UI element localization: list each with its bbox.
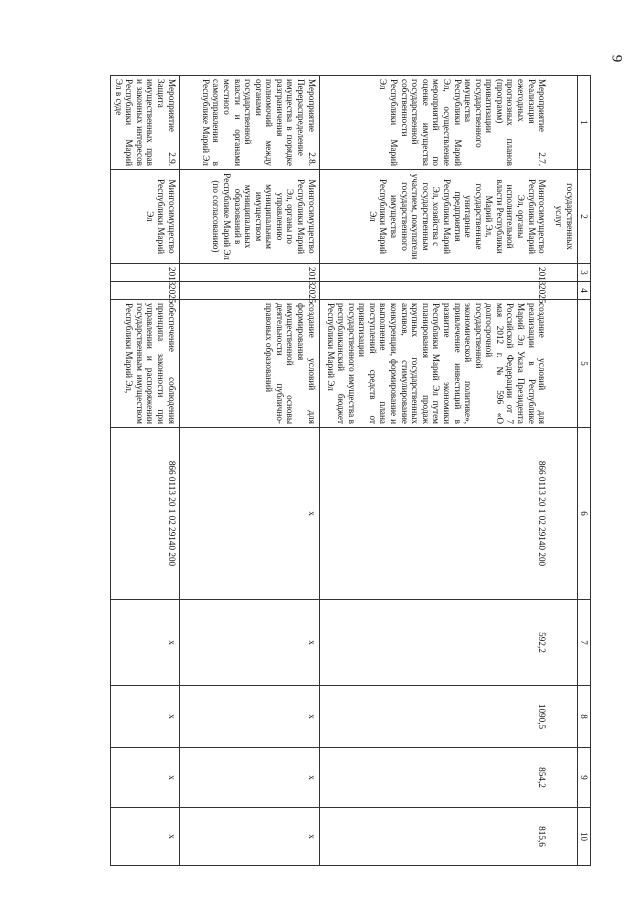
header-cell: 9 bbox=[577, 748, 590, 808]
executor: Мингосимущество Республики Марий Эл, органы по управлению муниципальным имуществом муниципальных образований в Республике Марий Эл (по согласованию) bbox=[179, 170, 319, 264]
continuation-text: государственных услуг bbox=[549, 170, 577, 264]
header-cell: 4 bbox=[577, 282, 590, 300]
start-year: 2013 bbox=[179, 264, 319, 282]
start-year: 2013 bbox=[319, 264, 549, 282]
expected-result: обеспечение соблюдения принципа законности при управлении и распоряжении государственным имуществом Республики Марий Эл, bbox=[111, 300, 179, 428]
continuation-row bbox=[549, 76, 577, 866]
expected-result: создание условий для формирования имущественной основы деятельности публично-правовых образований bbox=[179, 300, 319, 428]
value-col10: 815,6 bbox=[319, 808, 549, 866]
header-cell: 7 bbox=[577, 600, 590, 686]
measures-table bbox=[110, 75, 591, 866]
budget-code: 866 0113 20 1 02 29140 200 bbox=[319, 428, 549, 600]
measure-name: Мероприятие 2.8. Перераспределение имущества в порядке разграничения полномочий между органами государственной власти и органами местного самоуправления в Республике Марий Эл bbox=[179, 76, 319, 170]
table-row bbox=[111, 76, 179, 866]
executor: Мингосимущество Республики Марий Эл bbox=[111, 170, 179, 264]
table-header-row bbox=[577, 76, 590, 866]
table-row bbox=[319, 76, 549, 866]
header-cell: 8 bbox=[577, 686, 590, 748]
executor: Мингосимущество Республики Марий Эл, органы исполнительной власти Республики Марий Эл, государственные унитарные предприятия Республики Марий Эл, хозяйства с государственным участием, покупатели государственного имущества Республики Марий Эл bbox=[319, 170, 549, 264]
end-year: 2025 bbox=[319, 282, 549, 300]
value-col9: х bbox=[179, 748, 319, 808]
value-col10: х bbox=[111, 808, 179, 866]
value-col8: 1090,5 bbox=[319, 686, 549, 748]
end-year: 2025 bbox=[111, 282, 179, 300]
value-col7: 592,2 bbox=[319, 600, 549, 686]
header-cell: 3 bbox=[577, 264, 590, 282]
header-cell: 2 bbox=[577, 170, 590, 264]
expected-result: создание условий для реализации в Республике Марий Эл Указа Президента Российской Федерации от 7 мая 2012 г. № 596 «О долгосрочной государственной экономической политике», привлечение инвестиций в развитие экономики Республики Марий Эл путем планирования продаж крупных государственных активов, стимулирование конкуренции, формирование и выполнение плана поступлений средств от приватизации государственного имущества в республиканский бюджет Республики Марий Эл bbox=[319, 300, 549, 428]
start-year: 2013 bbox=[111, 264, 179, 282]
measure-name: Мероприятие 2.9. Защита имущественных прав и законных интересов Республики Марий Эл в суде bbox=[111, 76, 179, 170]
value-col9: 854,2 bbox=[319, 748, 549, 808]
value-col9: х bbox=[111, 748, 179, 808]
value-col10: х bbox=[179, 808, 319, 866]
value-col8: х bbox=[179, 686, 319, 748]
measure-name: Мероприятие 2.7. Реализация ежегодных прогнозных планов (программ) приватизации государственного имущества Республики Марий Эл, осуществление мероприятий по оценке имущества государственной собственности Республики Марий Эл bbox=[319, 76, 549, 170]
table-row bbox=[179, 76, 319, 866]
budget-code: х bbox=[179, 428, 319, 600]
rotated-table-container bbox=[113, 75, 591, 865]
header-cell: 10 bbox=[577, 808, 590, 866]
budget-code: 866 0113 20 1 02 29140 200 bbox=[111, 428, 179, 600]
value-col7: х bbox=[111, 600, 179, 686]
value-col7: х bbox=[179, 600, 319, 686]
header-cell: 6 bbox=[577, 428, 590, 600]
header-cell: 5 bbox=[577, 300, 590, 428]
value-col8: х bbox=[111, 686, 179, 748]
page-number: 9 bbox=[608, 54, 625, 63]
header-cell: 1 bbox=[577, 76, 590, 170]
end-year: 2025 bbox=[179, 282, 319, 300]
